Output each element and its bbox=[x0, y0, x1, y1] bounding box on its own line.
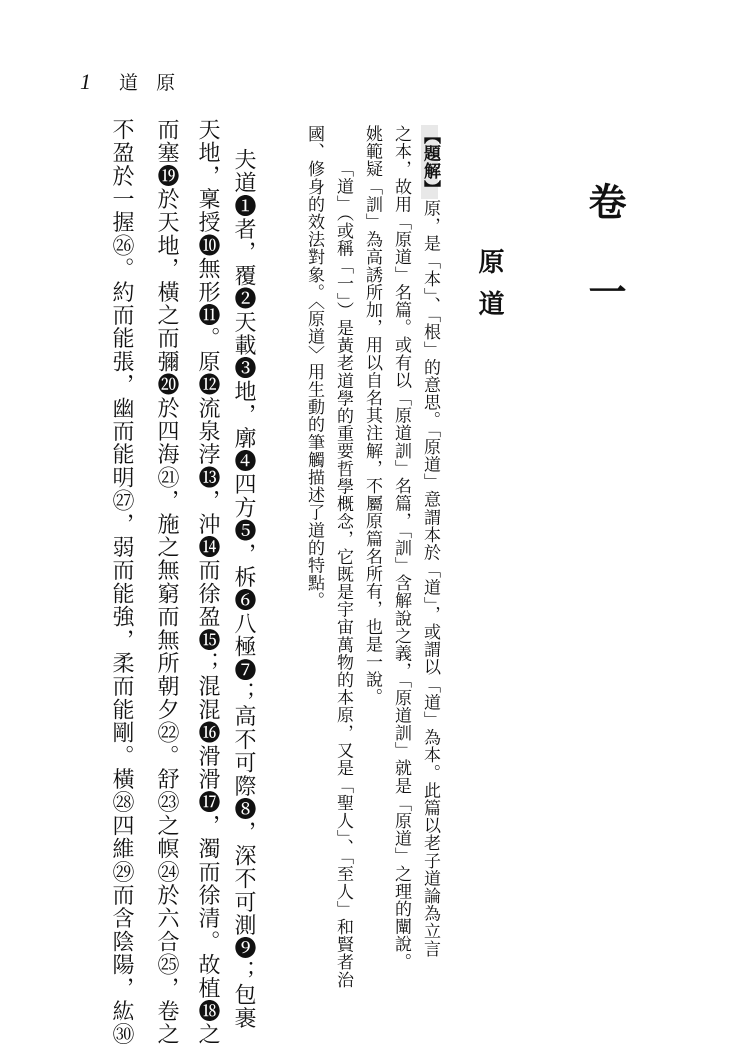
intro-line-3: 姚範疑「訓」為高誘所加，用以自名其注解，不屬原篇名所有，也是一說。 bbox=[362, 125, 382, 706]
text-column-2: 天地，稟授❿無形⓫。原⓬流泉浡⓭，沖⓮而徐盈⓯；混混⓰滑滑⓱，濁而徐清。故植⓲之 bbox=[195, 118, 220, 1046]
running-head-title: 道 原 bbox=[119, 72, 182, 94]
text-column-1: 夫道❶者，覆❷天載❸地，廓❹四方❺，柝❻八極❼；高不可際❽，深不可測❾；包裹 bbox=[231, 148, 256, 1030]
page-number: 1 bbox=[80, 69, 97, 94]
text-column-4: 不盈於一握㉖。約而能張，幽而能明㉗，弱而能強，柔而能剛。橫㉘四維㉙而含陰陽，紘㉚ bbox=[109, 118, 134, 1046]
intro-line-5: 國、修身的效法對象。〈原道〉用生動的筆觸描述了道的特點。 bbox=[304, 125, 324, 610]
intro-line-1 bbox=[421, 125, 438, 957]
running-head bbox=[80, 68, 181, 95]
chapter-title: 原道 bbox=[474, 248, 504, 332]
intro-line-2: 之本，故用「原道」名篇。或有以「原道訓」名篇，「訓」含解說之義，「原道訓」就是「原道」之理的闡說。 bbox=[391, 125, 411, 971]
intro-label: 【題解】 bbox=[420, 127, 440, 198]
text-column-3: 而塞⓳於天地，橫之而彌⓴於四海㉑，施之無窮而無所朝夕㉒。舒㉓之幎㉔於六合㉕，卷之 bbox=[154, 118, 179, 1046]
intro-line-1-text: 原，是「本」、「根」的意思。「原道」意謂本於「道」，或謂以「道」為本。此篇以老子道論為立言 bbox=[420, 199, 440, 958]
volume-title: 卷一 bbox=[582, 182, 627, 362]
intro-line-4: 「道」（或稱「一」）是黃老道學的重要哲學概念，它既是宇宙萬物的本原，又是「聖人」、「至人」和賢者治 bbox=[333, 160, 353, 989]
